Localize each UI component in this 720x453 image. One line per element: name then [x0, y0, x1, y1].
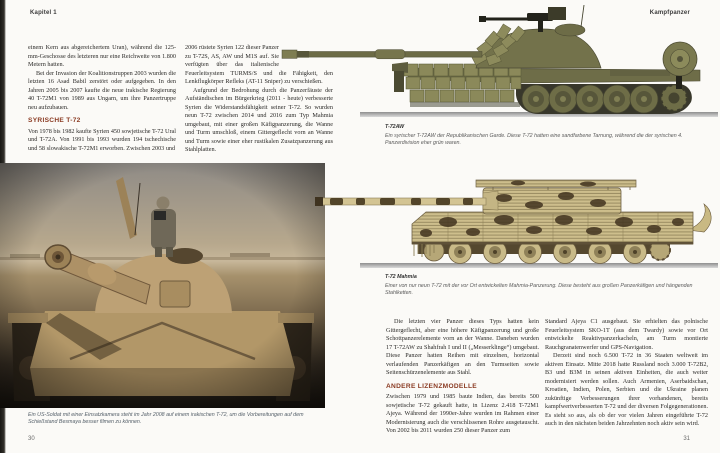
body-paragraph: Standard Ajeya C1 ausgebaut. Sie erhielten das polnische Feuerleitsystem SKO-1T (aus dem Twardy) sowie vor Ort entwickelte Reaktivpanzerkacheln, am Turm montierte Rauchgranatenwerfer und GPS-Navigation.	[545, 318, 708, 351]
running-header-left: Kapitel 1	[30, 10, 57, 16]
caption-t72aw	[385, 124, 715, 147]
body-paragraph: Bei der Invasion der Koalitionstruppen 2003 wurden die letzten 16 Asad Babil zerstört oder aufgegeben. In den Jahren 2005 bis 2007 kaufte die neue irakische Regierung 40 T-72M1 von 1989 aus Ungarn, um ihre Panzertruppe neu aufzubauen.	[28, 69, 176, 111]
t72-mahmia-illustration	[308, 178, 718, 270]
machine-gun	[479, 7, 566, 32]
caption-text: Ein syrischer T-72AW der Republikanischen Garde. Diese T-72 hatten eine sandfarbene Tarnung, während die der syrischen 4. Panzerdivision eher grün waren.	[385, 132, 683, 146]
body-paragraph: Von 1978 bis 1982 kaufte Syrien 450 sowjetische T-72 Ural und T-72A. Von 1991 bis 1993 wurden 194 tschechische und 58 slowakische T-72M1 erworben. Zwischen 2003 und	[28, 127, 176, 152]
t72aw-illustration	[280, 2, 718, 120]
right-page-column-2	[545, 318, 708, 429]
photo-caption: Ein US-Soldat mit einer Einsatzkamera steht im Jahr 2008 auf einem irakischen T-72, um die Vorbereitungen auf dem Schießstand Besmaya besser filmen zu können.	[28, 412, 304, 426]
body-paragraph: Aufgrund der Bedrohung durch die Panzerfäuste der Aufständischen im Bürgerkrieg (2011 - heute) verbesserte Syrien die Widerstandsfähigkeit seiner T-72. So wurden neun T-72 zwischen 2014 und 2016 zum Typ Mahmia umgebaut, mit einer großen Käfigpanzerung, die Wanne und Turm umschloß, einem Gittergeflecht vorn an Wanne und Turm sowie einer eher rustikalen Zusatzpanzerung aus Stahlplatten.	[185, 86, 333, 153]
photo-us-soldier-on-t72	[0, 163, 325, 408]
caption-title: T-72 Mahmia	[385, 274, 417, 280]
running-header-right: Kampfpanzer	[649, 10, 690, 16]
caption-title: T-72AW	[385, 124, 405, 130]
body-paragraph: Derzeit sind noch 6.500 T-72 in 36 Staaten weltweit im aktiven Einsatz. Mitte 2018 hatte Russland noch 3.000 T-72B2, B3 und B3M in seinen aktiven Einheiten, die auch weiter modernisiert werden sollen. Auch Armenien, Aserbaidschan, Kroatien, Indien, Polen, Serbien und die Ukraine planen zukünftige Verbesserungen ihrer vorhandenen, bereits kampfwertverbesserten T-72 und der diversen Folgegenerationen. Es sieht so aus, als ob der vor vielen Jahren eingeführte T-72 auch in den nächsten beiden Jahrzehnten noch aktiv sein wird.	[545, 352, 708, 427]
left-page-column-1	[28, 44, 176, 153]
page-number-left: 30	[28, 436, 35, 442]
section-heading-andere-lizenzmodelle: ANDERE LIZENZMODELLE	[386, 382, 477, 390]
body-paragraph: einem Kern aus abgereichertem Uran), während die 125-mm-Geschosse des letzteren nur eine Reichweite von 1.800 Metern hatten.	[28, 44, 176, 68]
page-number-right: 31	[683, 436, 690, 442]
section-heading-syrische-t72: SYRISCHE T-72	[28, 117, 81, 124]
body-paragraph: Zwischen 1979 und 1985 baute Indien, das bereits 500 sowjetische T-72 gekauft hatte, in Lizenz 2.418 T-72M1 Ajeya. Während der 1990er-Jahre wurden im Rahmen einer Modernisierung auch die verschlissenen Rohre ausgetauscht. Von 2002 bis 2011 wurden 250 dieser Panzer zum	[386, 393, 539, 434]
body-paragraph: 2006 rüstete Syrien 122 dieser Panzer zu T-72S, AS, AW und M1S auf. Sie verfügten über das italienische Feuerleitsystem TURMS/S und die Fähigkeit, den Lenkflugkörper Refleks (AT-11 Sniper) zu verschießen.	[185, 44, 333, 85]
caption-text: Einer von nur neun T-72 mit der vor Ort entwickelten Mahmia-Panzerung. Diese besteht aus großen Panzerkäfigen und hängenden Stahlketten.	[385, 282, 693, 296]
body-paragraph: Die letzten vier Panzer dieses Typs hatten kein Gittergeflecht, aber eine höhere Käfigpanzerung und große Schottpanzerelemente vorn an der Wanne. Daneben wurden 17 T-72AW zu Shahfrah I und II („Messerklinge“) umgebaut. Diese Panzer hatten Reihen mit einzelnen, horizontal verlaufenden Panzerkäfigen an den Turmseiten sowie Seitenschürzenelemente aus Stahl.	[386, 318, 539, 376]
right-page-column-1	[386, 318, 539, 436]
era-skirt-blocks	[404, 64, 521, 102]
caption-t72-mahmia	[385, 274, 715, 297]
